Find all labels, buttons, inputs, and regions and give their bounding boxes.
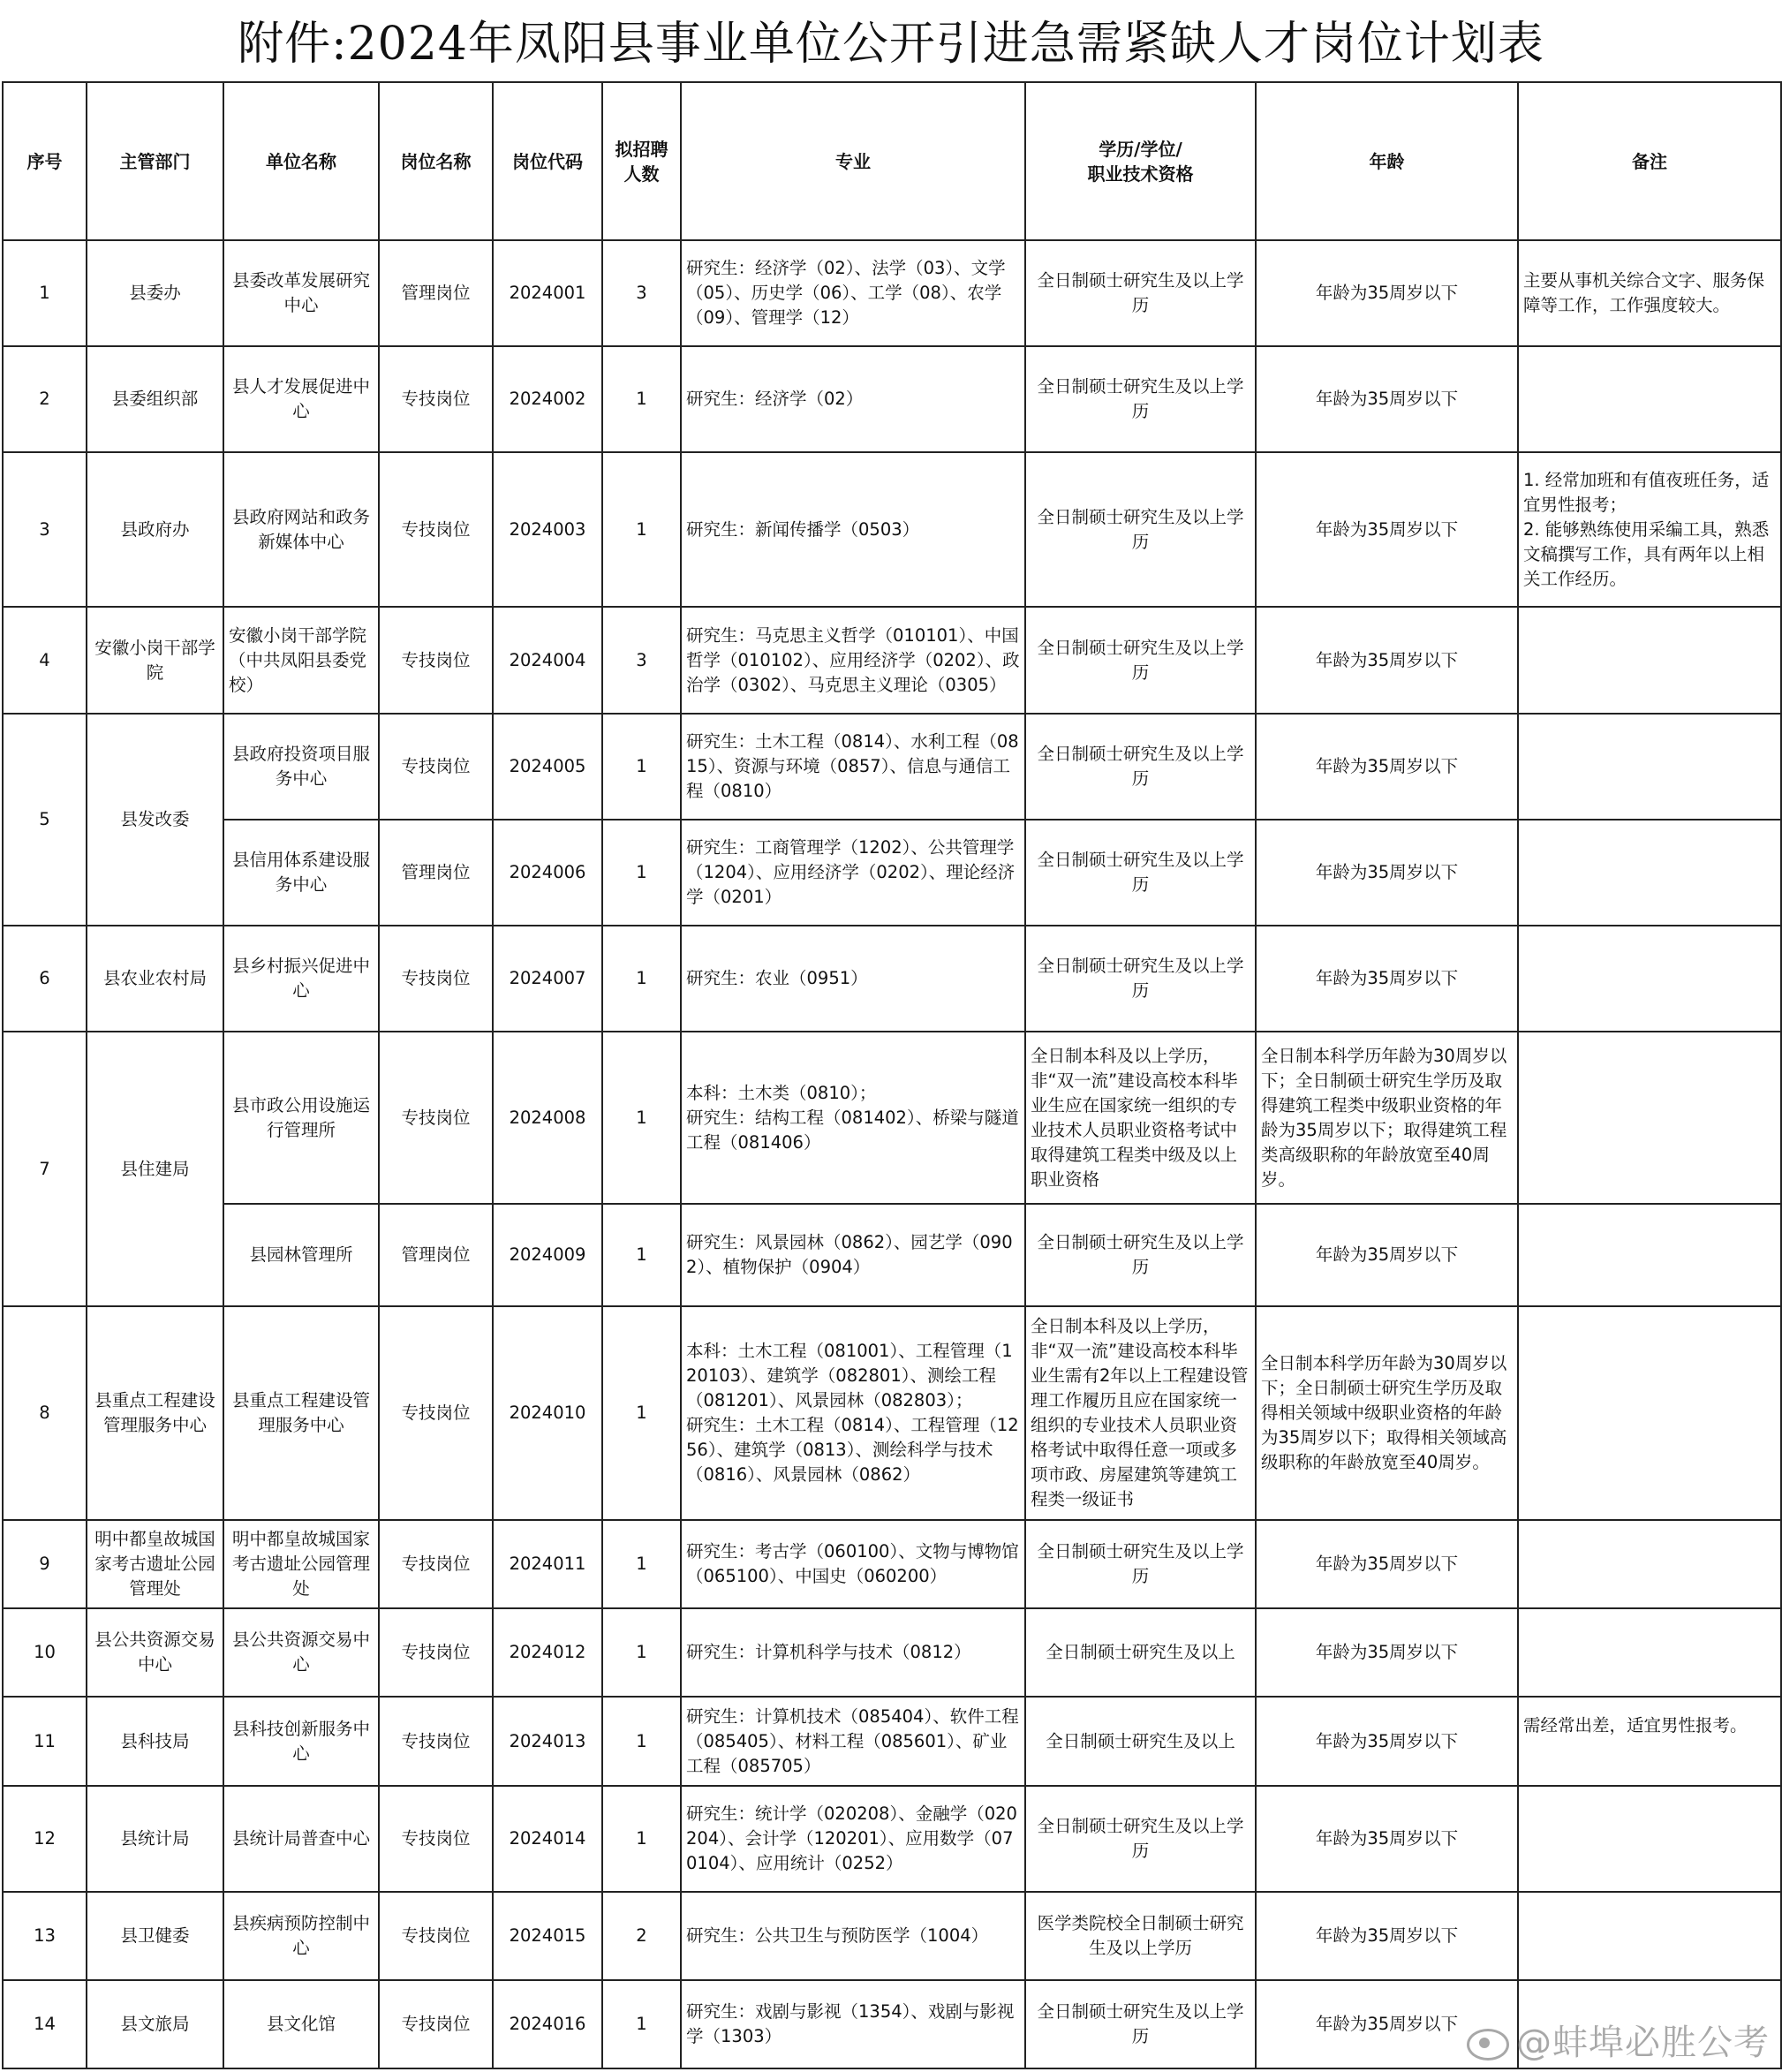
cell-note	[1518, 1786, 1781, 1892]
cell-count: 1	[602, 1520, 681, 1608]
table-row	[3, 1204, 1781, 1306]
cell-seq: 6	[3, 926, 87, 1032]
cell-age: 年龄为35周岁以下	[1256, 1786, 1518, 1892]
cell-count: 2	[602, 1892, 681, 1980]
cell-post: 专技岗位	[379, 1980, 493, 2068]
cell-seq: 9	[3, 1520, 87, 1608]
cell-age: 年龄为35周岁以下	[1256, 452, 1518, 607]
cell-dept: 县农业农村局	[87, 926, 223, 1032]
cell-unit: 县园林管理所	[223, 1204, 379, 1306]
cell-seq: 10	[3, 1608, 87, 1697]
cell-age: 年龄为35周岁以下	[1256, 1608, 1518, 1697]
cell-code: 2024007	[493, 926, 602, 1032]
cell-count: 1	[602, 1608, 681, 1697]
table-row	[3, 240, 1781, 346]
cell-note: 1. 经常加班和有值夜班任务，适宜男性报考； 2. 能够熟练使用采编工具，熟悉文稿撰写工作，具有两年以上相关工作经历。	[1518, 452, 1781, 607]
cell-seq: 3	[3, 452, 87, 607]
cell-count: 1	[602, 1980, 681, 2068]
page-title: 附件:2024年凤阳县事业单位公开引进急需紧缺人才岗位计划表	[238, 18, 1544, 71]
header-age: 年龄	[1256, 82, 1518, 240]
cell-edu: 全日制硕士研究生及以上学历	[1025, 820, 1256, 926]
cell-count: 1	[602, 926, 681, 1032]
header-unit: 单位名称	[223, 82, 379, 240]
cell-major: 研究生：经济学（02）	[681, 346, 1025, 452]
cell-unit: 县信用体系建设服务中心	[223, 820, 379, 926]
cell-major: 研究生：马克思主义哲学（010101）、中国哲学（010102）、应用经济学（0202）、政治学（0302）、马克思主义理论（0305）	[681, 607, 1025, 714]
table-row	[3, 1306, 1781, 1520]
table-row	[3, 926, 1781, 1032]
cell-seq: 2	[3, 346, 87, 452]
cell-unit: 县政府网站和政务新媒体中心	[223, 452, 379, 607]
cell-major: 研究生：风景园林（0862）、园艺学（0902）、植物保护（0904）	[681, 1204, 1025, 1306]
header-count-line1: 拟招聘	[615, 138, 668, 160]
header-edu-line1: 学历/学位/	[1099, 138, 1182, 160]
cell-post: 专技岗位	[379, 1608, 493, 1697]
cell-seq: 11	[3, 1697, 87, 1786]
cell-count: 1	[602, 452, 681, 607]
cell-note	[1518, 926, 1781, 1032]
cell-note	[1518, 1204, 1781, 1306]
table-row	[3, 714, 1781, 820]
cell-edu: 全日制硕士研究生及以上学历	[1025, 1520, 1256, 1608]
table-row	[3, 1786, 1781, 1892]
cell-edu: 全日制硕士研究生及以上学历	[1025, 1786, 1256, 1892]
cell-post: 专技岗位	[379, 926, 493, 1032]
cell-note	[1518, 1892, 1781, 1980]
cell-note: 需经常出差，适宜男性报考。	[1518, 1697, 1781, 1786]
table-row	[3, 607, 1781, 714]
cell-edu: 全日制本科及以上学历，非“双一流”建设高校本科毕业生需有2年以上工程建设管理工作履历且应在国家统一组织的专业技术人员职业资格考试中取得任意一项或多项市政、房屋建筑等建筑工程类一级证书	[1025, 1306, 1256, 1520]
cell-major: 研究生：戏剧与影视（1354）、戏剧与影视学（1303）	[681, 1980, 1025, 2068]
cell-count: 1	[602, 1204, 681, 1306]
cell-count: 1	[602, 1786, 681, 1892]
cell-unit: 县市政公用设施运行管理所	[223, 1032, 379, 1204]
cell-count: 3	[602, 607, 681, 714]
cell-age: 年龄为35周岁以下	[1256, 346, 1518, 452]
header-row	[3, 82, 1781, 240]
cell-major: 研究生：公共卫生与预防医学（1004）	[681, 1892, 1025, 1980]
table-row	[3, 1892, 1781, 1980]
cell-dept: 县委办	[87, 240, 223, 346]
watermark	[1467, 2015, 1770, 2065]
cell-age: 年龄为35周岁以下	[1256, 926, 1518, 1032]
cell-code: 2024011	[493, 1520, 602, 1608]
cell-major: 本科：土木类（0810）； 研究生：结构工程（081402）、桥梁与隧道工程（081406）	[681, 1032, 1025, 1204]
cell-code: 2024015	[493, 1892, 602, 1980]
cell-unit: 县乡村振兴促进中心	[223, 926, 379, 1032]
cell-unit: 县科技创新服务中心	[223, 1697, 379, 1786]
cell-count: 1	[602, 1697, 681, 1786]
cell-age: 年龄为35周岁以下	[1256, 1520, 1518, 1608]
cell-unit: 安徽小岗干部学院（中共凤阳县委党校）	[223, 607, 379, 714]
cell-post: 专技岗位	[379, 1032, 493, 1204]
cell-edu: 全日制硕士研究生及以上	[1025, 1608, 1256, 1697]
cell-major: 研究生：经济学（02）、法学（03）、文学（05）、历史学（06）、工学（08）、农学（09）、管理学（12）	[681, 240, 1025, 346]
cell-edu: 全日制硕士研究生及以上	[1025, 1697, 1256, 1786]
cell-major: 研究生：农业（0951）	[681, 926, 1025, 1032]
table-row	[3, 1520, 1781, 1608]
cell-dept: 县住建局	[87, 1032, 223, 1306]
table-row	[3, 1697, 1781, 1786]
cell-age: 全日制本科学历年龄为30周岁以下；全日制硕士研究生学历及取得建筑工程类中级职业资格的年龄为35周岁以下；取得建筑工程类高级职称的年龄放宽至40周岁。	[1256, 1032, 1518, 1204]
cell-dept: 县发改委	[87, 714, 223, 926]
cell-count: 3	[602, 240, 681, 346]
cell-major: 研究生：工商管理学（1202）、公共管理学（1204）、应用经济学（0202）、理论经济学（0201）	[681, 820, 1025, 926]
cell-count: 1	[602, 1032, 681, 1204]
cell-note	[1518, 1306, 1781, 1520]
cell-code: 2024005	[493, 714, 602, 820]
cell-note	[1518, 714, 1781, 820]
cell-unit: 县重点工程建设管理服务中心	[223, 1306, 379, 1520]
cell-seq: 12	[3, 1786, 87, 1892]
cell-age: 年龄为35周岁以下	[1256, 240, 1518, 346]
cell-post: 专技岗位	[379, 714, 493, 820]
cell-seq: 4	[3, 607, 87, 714]
cell-age: 年龄为35周岁以下	[1256, 1204, 1518, 1306]
cell-unit: 县人才发展促进中心	[223, 346, 379, 452]
cell-age: 年龄为35周岁以下	[1256, 820, 1518, 926]
cell-age: 年龄为35周岁以下	[1256, 1980, 1518, 2068]
cell-edu: 全日制硕士研究生及以上学历	[1025, 607, 1256, 714]
cell-edu: 全日制硕士研究生及以上学历	[1025, 714, 1256, 820]
cell-major: 本科：土木工程（081001）、工程管理（120103）、建筑学（082801）、测绘工程（081201）、风景园林（082803）； 研究生：土木工程（0814）、工程管理（1256）、建筑学（0813）、测绘科学与技术（0816）、风景园林（0862）	[681, 1306, 1025, 1520]
cell-dept: 县文旅局	[87, 1980, 223, 2068]
cell-edu: 全日制本科及以上学历，非“双一流”建设高校本科毕业生应在国家统一组织的专业技术人员职业资格考试中取得建筑工程类中级及以上职业资格	[1025, 1032, 1256, 1204]
cell-unit: 县政府投资项目服务中心	[223, 714, 379, 820]
cell-code: 2024016	[493, 1980, 602, 2068]
table-row	[3, 1032, 1781, 1204]
cell-note	[1518, 607, 1781, 714]
cell-unit: 县公共资源交易中心	[223, 1608, 379, 1697]
header-dept: 主管部门	[87, 82, 223, 240]
cell-seq: 8	[3, 1306, 87, 1520]
cell-dept: 县科技局	[87, 1697, 223, 1786]
cell-age: 年龄为35周岁以下	[1256, 607, 1518, 714]
cell-seq: 5	[3, 714, 87, 926]
cell-major: 研究生：计算机科学与技术（0812）	[681, 1608, 1025, 1697]
cell-post: 管理岗位	[379, 820, 493, 926]
cell-note: 主要从事机关综合文字、服务保障等工作，工作强度较大。	[1518, 240, 1781, 346]
cell-count: 1	[602, 714, 681, 820]
header-note: 备注	[1518, 82, 1781, 240]
cell-post: 专技岗位	[379, 1306, 493, 1520]
cell-edu: 全日制硕士研究生及以上学历	[1025, 452, 1256, 607]
cell-dept: 县公共资源交易中心	[87, 1608, 223, 1697]
cell-unit: 明中都皇故城国家考古遗址公园管理处	[223, 1520, 379, 1608]
table-row	[3, 346, 1781, 452]
cell-post: 专技岗位	[379, 346, 493, 452]
cell-unit: 县疾病预防控制中心	[223, 1892, 379, 1980]
header-count-line2: 人数	[623, 163, 660, 185]
cell-note	[1518, 820, 1781, 926]
cell-post: 专技岗位	[379, 1892, 493, 1980]
watermark-text: @蚌埠必胜公考	[1516, 2023, 1770, 2063]
cell-post: 专技岗位	[379, 607, 493, 714]
cell-dept: 县委组织部	[87, 346, 223, 452]
cell-seq: 7	[3, 1032, 87, 1306]
cell-age: 年龄为35周岁以下	[1256, 1697, 1518, 1786]
cell-code: 2024004	[493, 607, 602, 714]
cell-post: 专技岗位	[379, 1786, 493, 1892]
cell-code: 2024003	[493, 452, 602, 607]
cell-edu: 全日制硕士研究生及以上学历	[1025, 346, 1256, 452]
cell-dept: 明中都皇故城国家考古遗址公园管理处	[87, 1520, 223, 1608]
cell-post: 专技岗位	[379, 1697, 493, 1786]
table-row	[3, 452, 1781, 607]
cell-age: 全日制本科学历年龄为30周岁以下；全日制硕士研究生学历及取得相关领域中级职业资格的年龄为35周岁以下；取得相关领域高级职称的年龄放宽至40周岁。	[1256, 1306, 1518, 1520]
cell-code: 2024013	[493, 1697, 602, 1786]
cell-post: 管理岗位	[379, 240, 493, 346]
header-count	[602, 82, 681, 240]
cell-code: 2024008	[493, 1032, 602, 1204]
cell-post: 专技岗位	[379, 452, 493, 607]
cell-count: 1	[602, 346, 681, 452]
cell-age: 年龄为35周岁以下	[1256, 1892, 1518, 1980]
cell-note	[1518, 346, 1781, 452]
cell-post: 管理岗位	[379, 1204, 493, 1306]
cell-dept: 县重点工程建设管理服务中心	[87, 1306, 223, 1520]
cell-edu: 全日制硕士研究生及以上学历	[1025, 240, 1256, 346]
table-row	[3, 1608, 1781, 1697]
header-code: 岗位代码	[493, 82, 602, 240]
cell-post: 专技岗位	[379, 1520, 493, 1608]
cell-age: 年龄为35周岁以下	[1256, 714, 1518, 820]
cell-code: 2024010	[493, 1306, 602, 1520]
cell-major: 研究生：统计学（020208）、金融学（020204）、会计学（120201）、应用数学（070104）、应用统计（0252）	[681, 1786, 1025, 1892]
cell-dept: 县卫健委	[87, 1892, 223, 1980]
cell-note	[1518, 1520, 1781, 1608]
cell-edu: 全日制硕士研究生及以上学历	[1025, 926, 1256, 1032]
cell-major: 研究生：考古学（060100）、文物与博物馆（065100）、中国史（060200）	[681, 1520, 1025, 1608]
position-plan-table	[2, 81, 1782, 2069]
header-edu-line2: 职业技术资格	[1087, 163, 1194, 185]
cell-dept: 县政府办	[87, 452, 223, 607]
header-seq: 序号	[3, 82, 87, 240]
header-edu	[1025, 82, 1256, 240]
cell-major: 研究生：土木工程（0814）、水利工程（0815）、资源与环境（0857）、信息与通信工程（0810）	[681, 714, 1025, 820]
header-major: 专业	[681, 82, 1025, 240]
cell-unit: 县文化馆	[223, 1980, 379, 2068]
cell-code: 2024001	[493, 240, 602, 346]
cell-seq: 13	[3, 1892, 87, 1980]
cell-unit: 县统计局普查中心	[223, 1786, 379, 1892]
cell-note	[1518, 1608, 1781, 1697]
cell-unit: 县委改革发展研究中心	[223, 240, 379, 346]
cell-seq: 14	[3, 1980, 87, 2068]
weibo-eye-icon	[1467, 2029, 1509, 2061]
table-row	[3, 820, 1781, 926]
cell-dept: 县统计局	[87, 1786, 223, 1892]
header-post: 岗位名称	[379, 82, 493, 240]
cell-major: 研究生：新闻传播学（0503）	[681, 452, 1025, 607]
cell-code: 2024012	[493, 1608, 602, 1697]
cell-edu: 全日制硕士研究生及以上学历	[1025, 1204, 1256, 1306]
cell-count: 1	[602, 820, 681, 926]
cell-code: 2024009	[493, 1204, 602, 1306]
cell-code: 2024006	[493, 820, 602, 926]
cell-edu: 全日制硕士研究生及以上学历	[1025, 1980, 1256, 2068]
cell-count: 1	[602, 1306, 681, 1520]
cell-edu: 医学类院校全日制硕士研究生及以上学历	[1025, 1892, 1256, 1980]
cell-code: 2024014	[493, 1786, 602, 1892]
cell-code: 2024002	[493, 346, 602, 452]
cell-dept: 安徽小岗干部学院	[87, 607, 223, 714]
cell-seq: 1	[3, 240, 87, 346]
cell-note	[1518, 1032, 1781, 1204]
cell-major: 研究生：计算机技术（085404）、软件工程（085405）、材料工程（085601）、矿业工程（085705）	[681, 1697, 1025, 1786]
